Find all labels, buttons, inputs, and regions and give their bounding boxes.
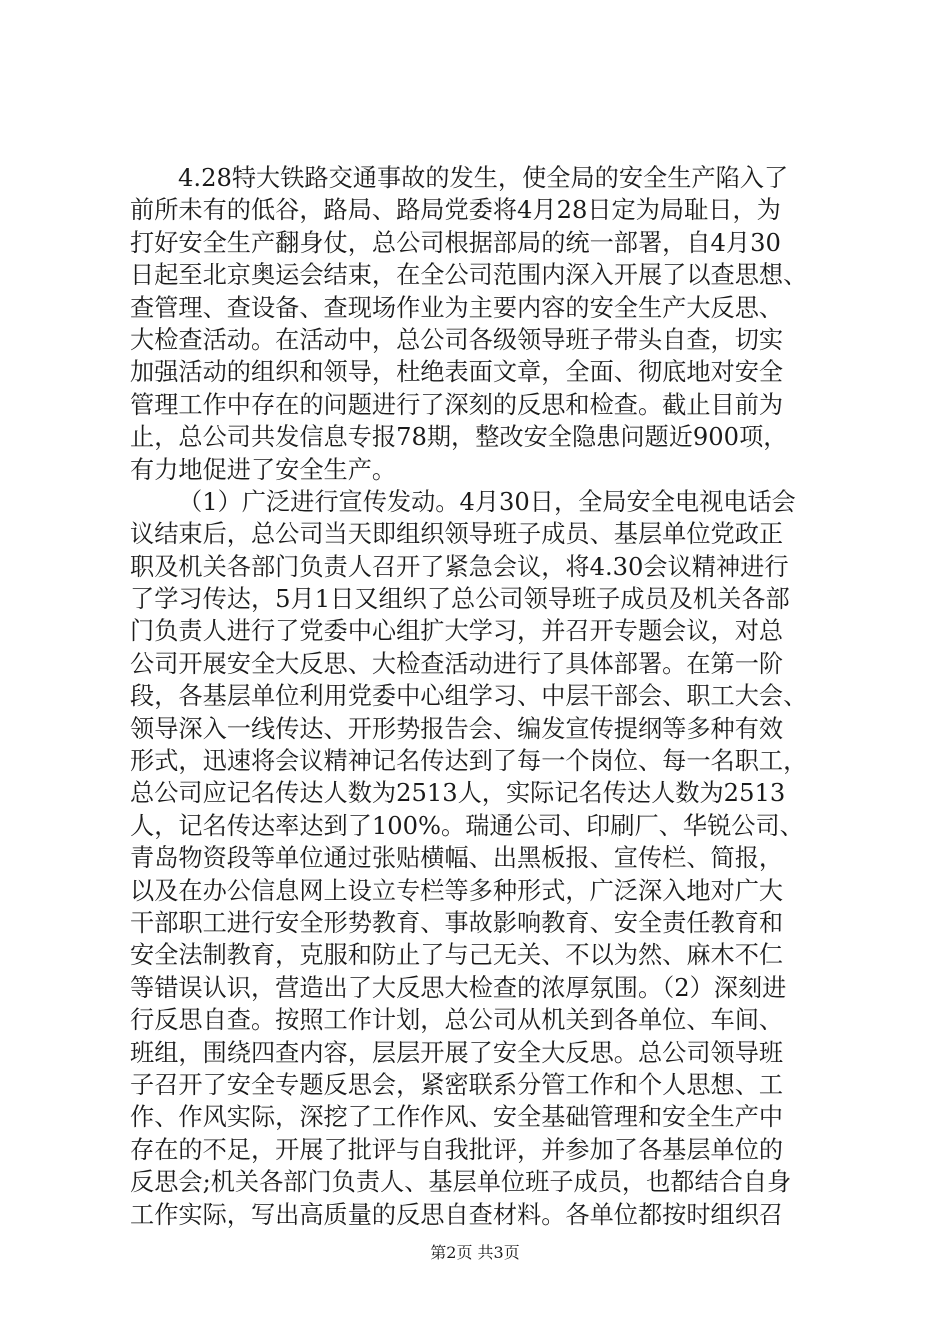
- text-line: 行反思自查。按照工作计划，总公司从机关到各单位、车间、: [130, 1006, 784, 1035]
- text-line: 职及机关各部门负责人召开了紧急会议，将4.30会议精神进行: [130, 552, 789, 581]
- text-line: 形式，迅速将会议精神记名传达到了每一个岗位、每一名职工，: [130, 747, 808, 776]
- text-line: 安全法制教育，克服和防止了与己无关、不以为然、麻木不仁: [130, 941, 784, 970]
- text-line: 等错误认识，营造出了大反思大检查的浓厚氛围。（2）深刻进: [130, 973, 787, 1002]
- text-line: 前所未有的低谷，路局、路局党委将4月28日定为局耻日，为: [130, 196, 781, 225]
- text-line: 以及在办公信息网上设立专栏等多种形式，广泛深入地对广大: [130, 876, 784, 905]
- text-line: 工作实际，写出高质量的反思自查材料。各单位都按时组织召: [130, 1200, 784, 1229]
- text-line: 议结束后，总公司当天即组织领导班子成员、基层单位党政正: [130, 520, 784, 549]
- text-line: 存在的不足，开展了批评与自我批评，并参加了各基层单位的: [130, 1135, 784, 1164]
- text-line: 门负责人进行了党委中心组扩大学习，并召开专题会议，对总: [130, 617, 784, 646]
- text-line: 日起至北京奥运会结束，在全公司范围内深入开展了以查思想、: [130, 261, 808, 290]
- body-text: [130, 162, 830, 1231]
- text-line: 班组，围绕四查内容，层层开展了安全大反思。总公司领导班: [130, 1038, 784, 1067]
- text-line: 段，各基层单位利用党委中心组学习、中层干部会、职工大会、: [130, 682, 808, 711]
- text-line: 干部职工进行安全形势教育、事故影响教育、安全责任教育和: [130, 908, 784, 937]
- page-number-footer: 第2页 共3页: [430, 1243, 520, 1262]
- text-line: 大检查活动。在活动中，总公司各级领导班子带头自查，切实: [130, 325, 784, 354]
- text-line: 总公司应记名传达人数为2513人，实际记名传达人数为2513: [130, 779, 786, 808]
- text-line: 管理工作中存在的问题进行了深刻的反思和检查。截止目前为: [130, 390, 784, 419]
- text-line: 止，总公司共发信息专报78期，整改安全隐患问题近900项，: [130, 423, 788, 452]
- text-line: 了学习传达，5月1日又组织了总公司领导班子成员及机关各部: [130, 585, 790, 614]
- text-line: 有力地促进了安全生产。: [130, 455, 397, 484]
- text-line: 4.28特大铁路交通事故的发生，使全局的安全生产陷入了: [178, 164, 789, 192]
- text-line: 打好安全生产翻身仗，总公司根据部局的统一部署，自4月30: [130, 228, 781, 257]
- text-line: 子召开了安全专题反思会，紧密联系分管工作和个人思想、工: [130, 1070, 784, 1099]
- text-line: 人，记名传达率达到了100%。瑞通公司、印刷厂、华锐公司、: [130, 811, 804, 840]
- text-line: 作、作风实际，深挖了工作作风、安全基础管理和安全生产中: [130, 1103, 784, 1132]
- text-line: 查管理、查设备、查现场作业为主要内容的安全生产大反思、: [130, 293, 784, 322]
- text-line: 反思会;机关各部门负责人、基层单位班子成员，也都结合自身: [130, 1168, 792, 1197]
- text-line: 青岛物资段等单位通过张贴横幅、出黑板报、宣传栏、简报，: [130, 844, 784, 873]
- text-line: （1）广泛进行宣传发动。4月30日，全局安全电视电话会: [178, 487, 796, 516]
- text-line: 领导深入一线传达、开形势报告会、编发宣传提纲等多种有效: [130, 714, 784, 743]
- text-line: 加强活动的组织和领导，杜绝表面文章，全面、彻底地对安全: [130, 358, 784, 387]
- text-line: 公司开展安全大反思、大检查活动进行了具体部署。在第一阶: [130, 649, 784, 678]
